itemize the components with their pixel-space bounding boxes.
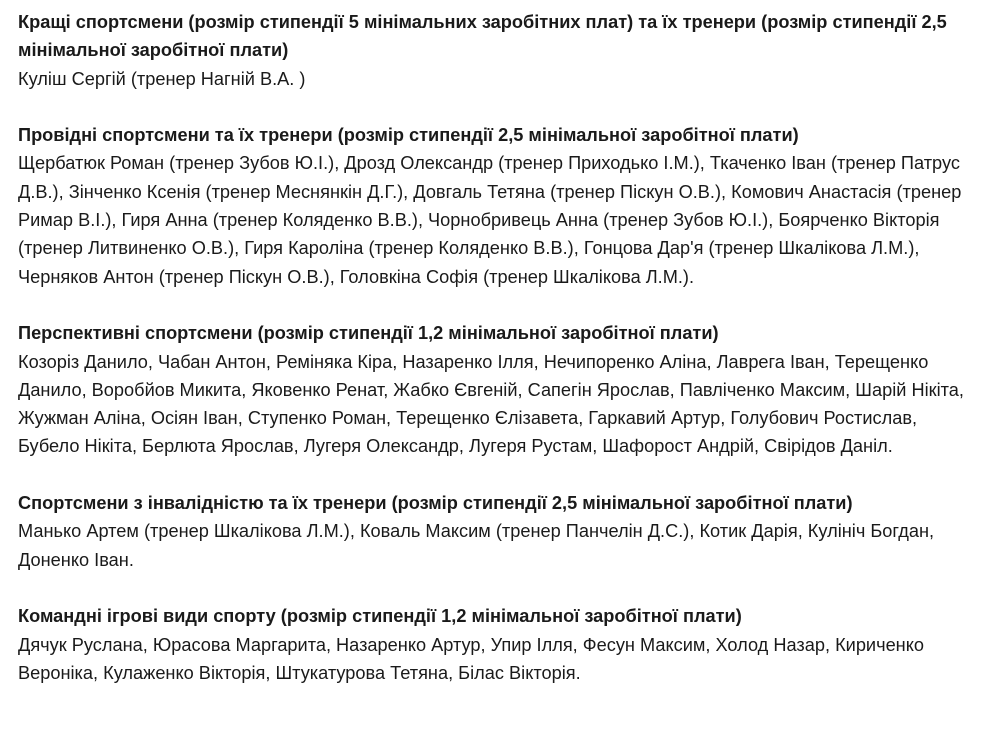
section-team-sports (18, 602, 980, 687)
section-body: Дячук Руслана, Юрасова Маргарита, Назаренко Артур, Упир Ілля, Фесун Максим, Холод Назар, Кириченко Вероніка, Кулаженко Вікторія, Штукатурова Тетяна, Білас Вікторія. (18, 634, 925, 683)
section-title: Перспективні спортсмени (розмір стипендії 1,2 мінімальної заробітної плати) (18, 323, 719, 344)
section-leading-athletes (18, 121, 980, 291)
section-body: Манько Артем (тренер Шкалікова Л.М.), Коваль Максим (тренер Панчелін Д.С.), Котик Дарія, Кулініч Богдан, Доненко Іван. (18, 521, 935, 570)
section-body: Щербатюк Роман (тренер Зубов Ю.І.), Дрозд Олександр (тренер Приходько І.М.), Ткаченко Іван (тренер Патрус Д.В.), Зінченко Ксенія (тренер Меснянкін Д.Г.), Довгаль Тетяна (тренер Піскун О.В.), Комович Анастасія (тренер Римар В.І.), Гиря Анна (тренер Коляденко В.В.), Чорнобривець Анна (тренер Зубов Ю.І.), Боярченко Вікторія (тренер Литвиненко О.В.), Гиря Кароліна (тренер Коляденко В.В.), Гонцова Дар'я (тренер Шкалікова Л.М.), Черняков Антон (тренер Піскун О.В.), Головкіна Софія (тренер Шкалікова Л.М.). (18, 153, 962, 287)
section-title: Кращі спортсмени (розмір стипендії 5 мінімальних заробітних плат) та їх тренери (розмір стипендії 2,5 мінімальної заробітної плати) (18, 12, 947, 61)
section-promising-athletes (18, 319, 980, 460)
section-title: Провідні спортсмени та їх тренери (розмір стипендії 2,5 мінімальної заробітної плати) (18, 125, 799, 146)
section-title: Командні ігрові види спорту (розмір стипендії 1,2 мінімальної заробітної плати) (18, 606, 742, 627)
section-best-athletes (18, 8, 980, 93)
section-disabled-athletes (18, 489, 980, 574)
section-title: Спортсмени з інвалідністю та їх тренери (розмір стипендії 2,5 мінімальної заробітної плати) (18, 493, 853, 514)
document (18, 8, 980, 687)
section-body: Куліш Сергій (тренер Нагній В.А. ) (18, 68, 306, 89)
section-body: Козоріз Данило, Чабан Антон, Реміняка Кіра, Назаренко Ілля, Нечипоренко Аліна, Лаврега Іван, Терещенко Данило, Воробйов Микита, Яковенко Ренат, Жабко Євгеній, Сапегін Ярослав, Павліченко Максим, Шарій Нікіта, Жужман Аліна, Осіян Іван, Ступенко Роман, Терещенко Єлізавета, Гаркавий Артур, Голубович Ростислав, Бубело Нікіта, Берлюта Ярослав, Лугеря Олександр, Лугеря Рустам, Шафорост Андрій, Свірідов Даніл. (18, 351, 964, 457)
